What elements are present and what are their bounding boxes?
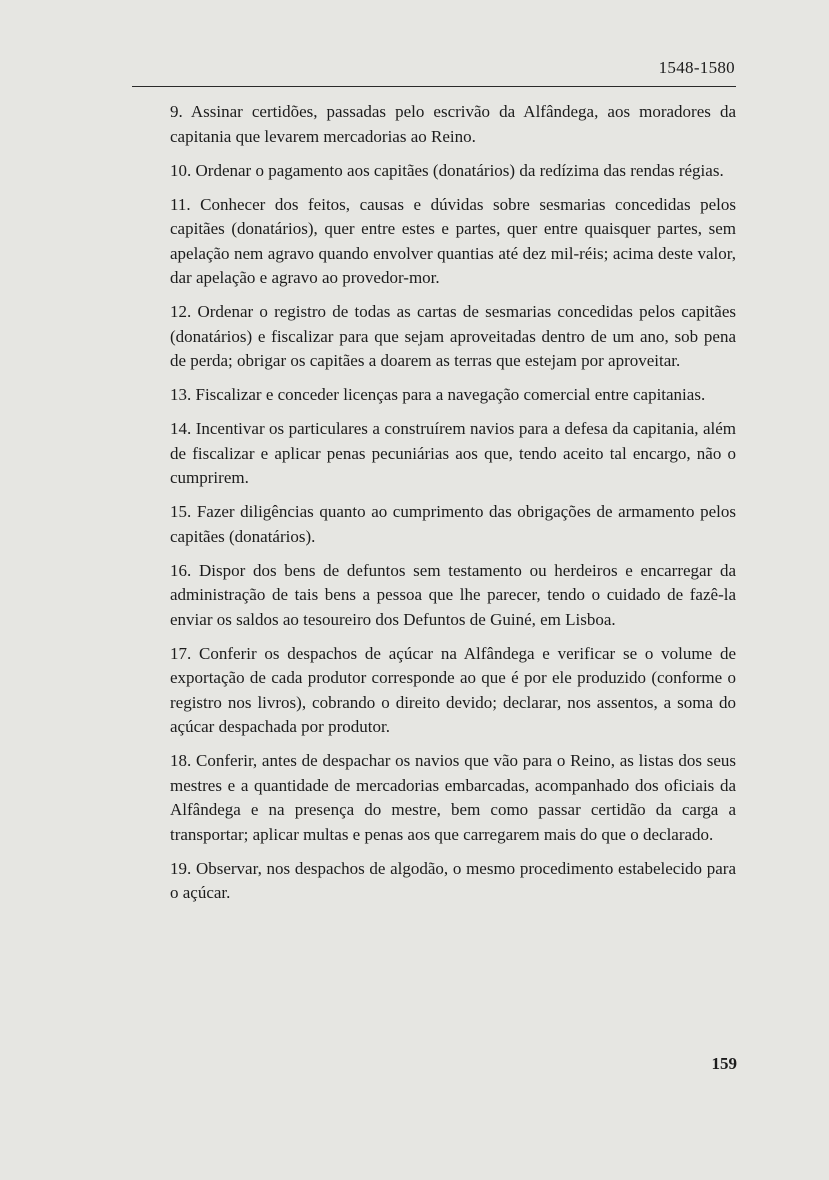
- list-item-19: 19. Observar, nos despachos de algodão, o mesmo procedimento estabelecido para o açúcar.: [170, 858, 736, 902]
- list-item-12: 12. Ordenar o registro de todas as cartas de sesmarias concedidas pelos capitães (donatários) e fiscalizar para que sejam aproveitadas dentro de um ano, sob pena de perda; obrigar os capitães a doarem as terras que estejam por aproveitar.: [170, 302, 736, 370]
- running-head-date-range: 1548-1580: [658, 58, 735, 77]
- page-number: 159: [711, 1054, 737, 1073]
- header-rule: [132, 86, 736, 87]
- list-item-13: 13. Fiscalizar e conceder licenças para a navegação comercial entre capitanias.: [170, 385, 706, 404]
- body-text: [170, 100, 736, 915]
- list-item-18: 18. Conferir, antes de despachar os navios que vão para o Reino, as listas dos seus mestres e a quantidade de mercadorias embarcadas, acompanhado dos oficiais da Alfândega e na presença do mestre, bem como passar certidão da carga a transportar; aplicar multas e penas aos que carregarem mais do que o declarado.: [170, 751, 736, 844]
- list-item-9: 9. Assinar certidões, passadas pelo escrivão da Alfândega, aos moradores da capitania que levarem mercadorias ao Reino.: [170, 102, 736, 146]
- list-item-15: 15. Fazer diligências quanto ao cumprimento das obrigações de armamento pelos capitães (donatários).: [170, 502, 736, 546]
- list-item-17: 17. Conferir os despachos de açúcar na Alfândega e verificar se o volume de exportação de cada produtor corresponde ao que é por ele produzido (conforme o registro nos livros), cobrando o direito devido; declarar, nos assentos, a soma do açúcar despachada por produtor.: [170, 643, 736, 736]
- list-item-14: 14. Incentivar os particulares a construírem navios para a defesa da capitania, além de fiscalizar e aplicar penas pecuniárias aos que, tendo aceito tal encargo, não o cumprirem.: [170, 419, 736, 487]
- list-item-11: 11. Conhecer dos feitos, causas e dúvidas sobre sesmarias concedidas pelos capitães (donatários), quer entre estes e partes, quer entre quaisquer partes, sem apelação nem agravo quando envolver quantias até dez mil-réis; acima deste valor, dar apelação e agravo ao provedor-mor.: [170, 194, 736, 287]
- list-item-16: 16. Dispor dos bens de defuntos sem testamento ou herdeiros e encarregar da administração de tais bens a pessoa que lhe parecer, tendo o cuidado de fazê-la enviar os saldos ao tesoureiro dos Defuntos de Guiné, em Lisboa.: [170, 560, 736, 629]
- list-item-10: 10. Ordenar o pagamento aos capitães (donatários) da redízima das rendas régias.: [170, 160, 724, 180]
